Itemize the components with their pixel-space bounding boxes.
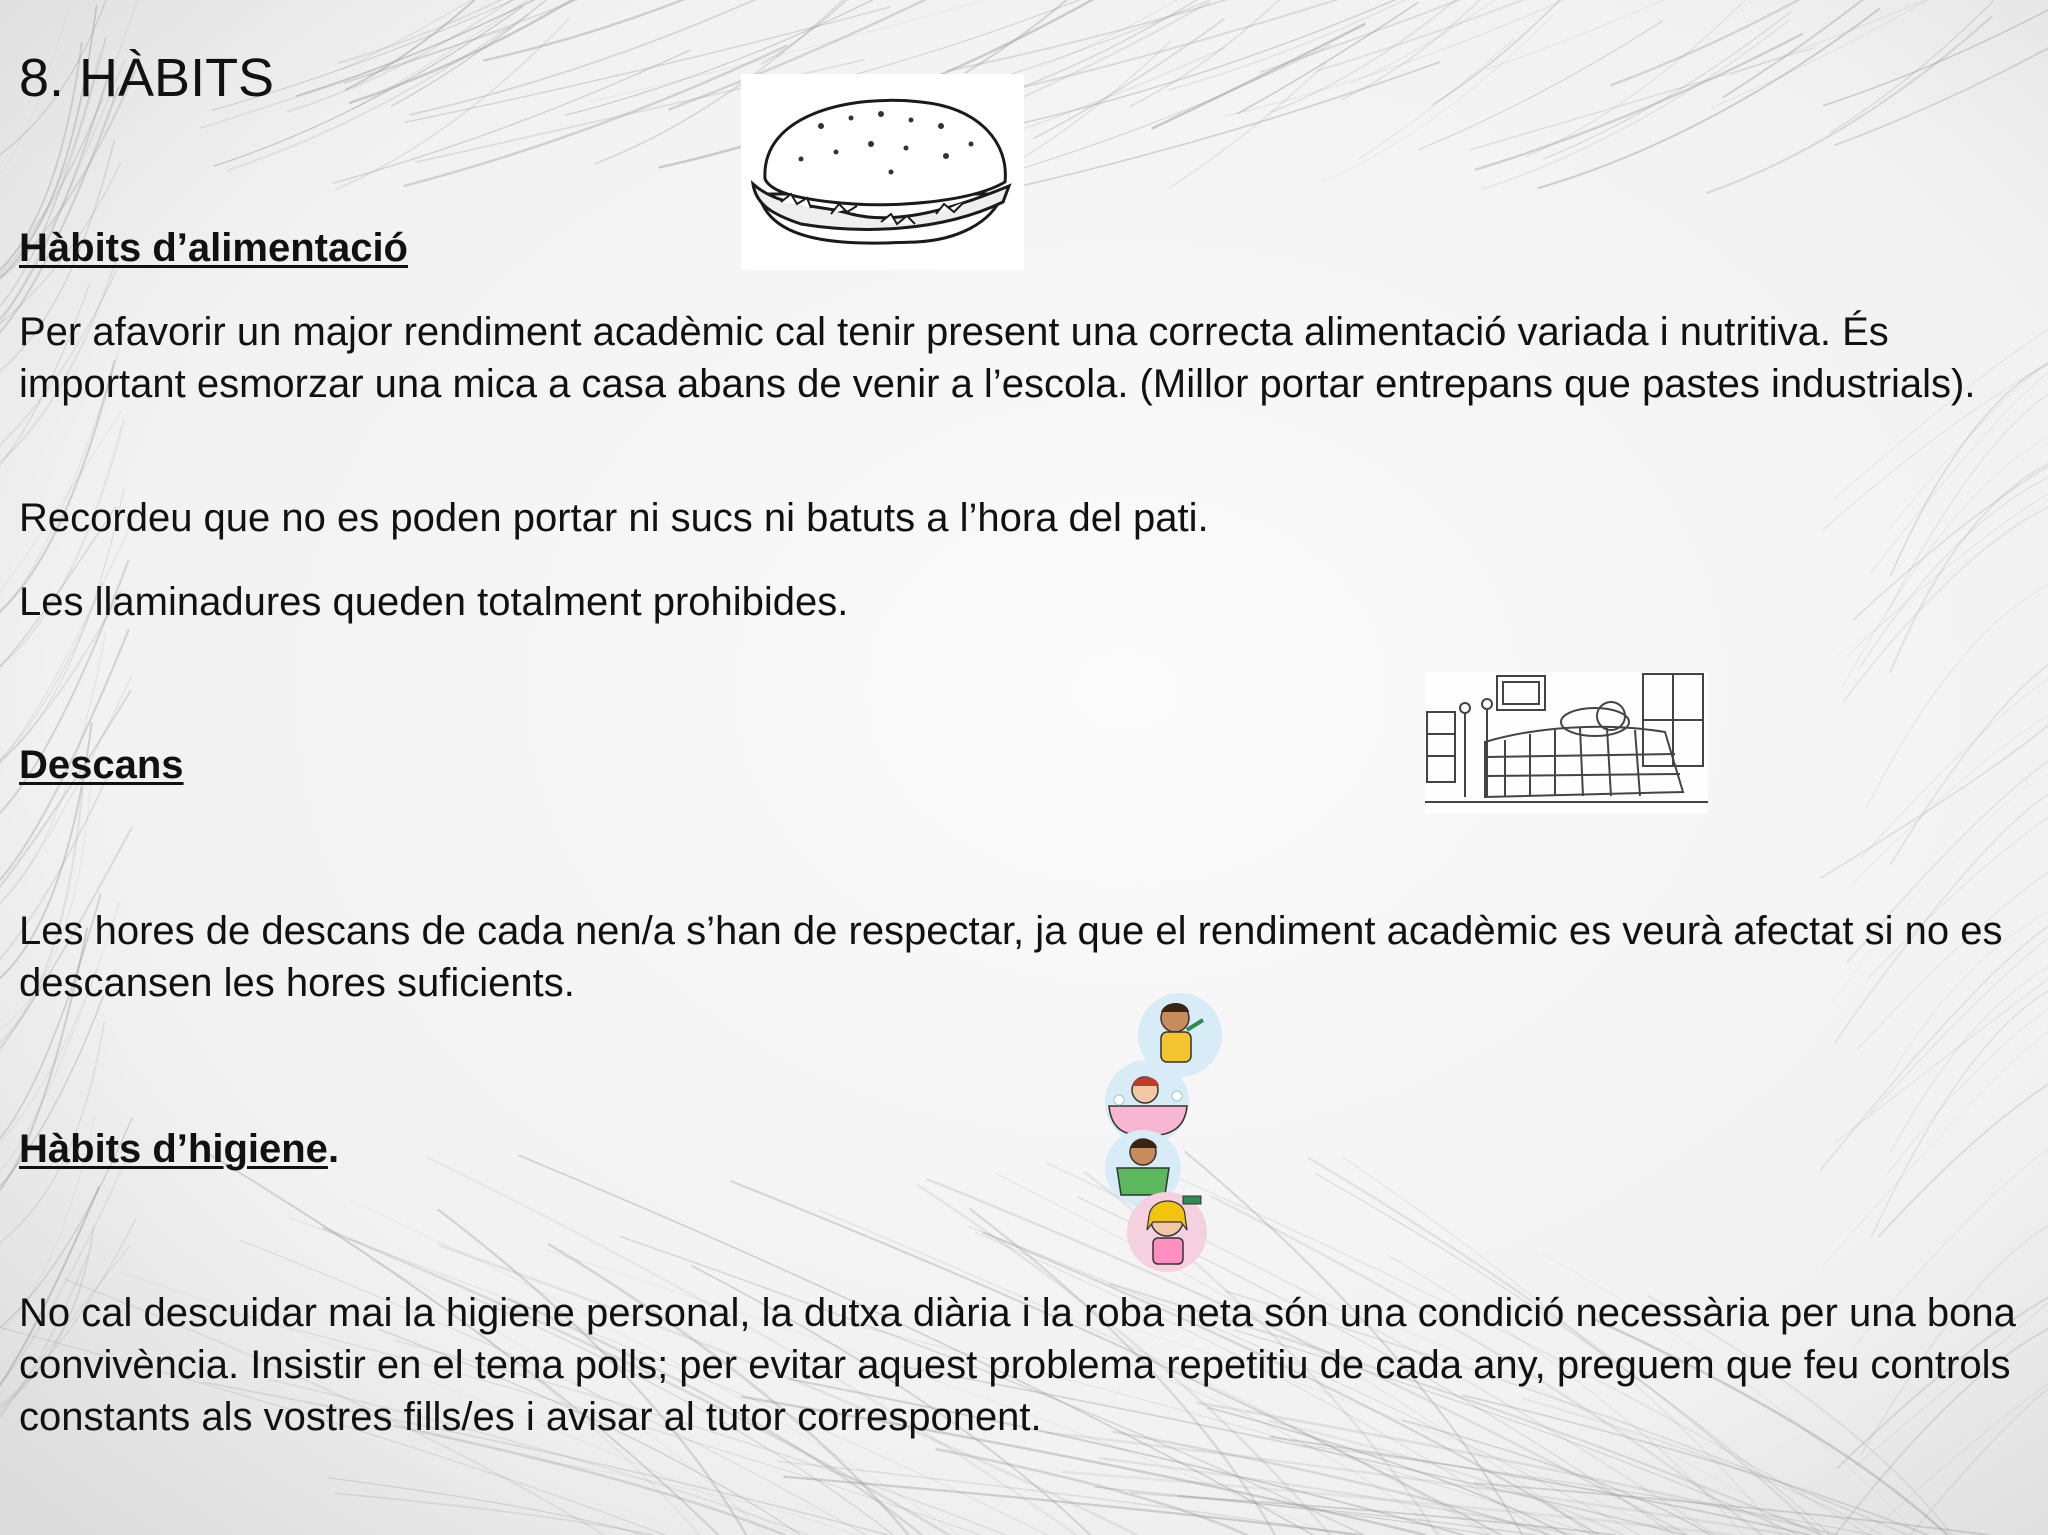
heading-descans: Descans (19, 743, 184, 787)
paragraph-alimentacio-1: Per afavorir un major rendiment acadèmic cal tenir present una correcta alimentació variada i nutritiva. És important esmorzar una mica a casa abans de venir a l’escola. (Millor portar entrepans que pastes industrials). (19, 310, 1976, 406)
hygiene-kids-illustration (1095, 990, 1230, 1275)
slide-title: 8. HÀBITS (19, 48, 275, 108)
sleeping-bed-illustration (1425, 672, 1708, 814)
paragraph-higiene: No cal descuidar mai la higiene personal, la dutxa diària i la roba neta són una condició necessària per una bona convivència. Insistir en el tema polls; per evitar aquest problema repetitiu de cada any, preguem que feu controls constants als vostres fills/es i avisar al tutor corresponent. (19, 1291, 2016, 1439)
paragraph-descans: Les hores de descans de cada nen/a s’han de respectar, ja que el rendiment acadèmic es veurà afectat si no es descansen les hores suficients. (19, 909, 2003, 1005)
heading-alimentacio: Hàbits d’alimentació (19, 226, 408, 270)
sandwich-illustration (741, 74, 1024, 270)
paragraph-alimentacio-2: Recordeu que no es poden portar ni sucs ni batuts a l’hora del pati. (19, 496, 1209, 540)
heading-higiene: Hàbits d’higiene. (19, 1127, 340, 1171)
paragraph-alimentacio-3: Les llaminadures queden totalment prohibides. (19, 580, 849, 624)
